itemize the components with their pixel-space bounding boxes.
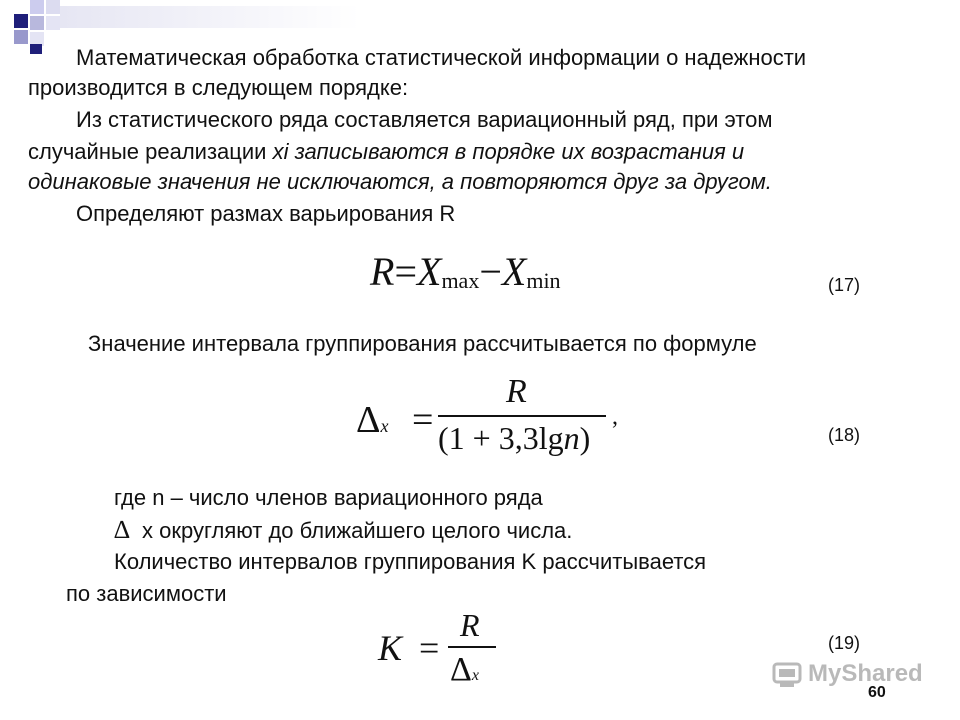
formula-17-X2: X	[501, 249, 527, 294]
paragraph-2-line-2-plain: случайные реализации	[28, 139, 273, 164]
paragraph-2-line-2	[28, 136, 744, 168]
formula-17-minus: −	[479, 249, 502, 294]
formula-19-denominator	[450, 652, 479, 694]
formula-17-R: R	[370, 249, 395, 294]
formula-18-fraction-line	[438, 415, 606, 417]
equation-number-19: (19)	[828, 633, 861, 653]
paragraph-5-line-2	[114, 514, 572, 547]
equation-number-18: (18)	[828, 425, 861, 445]
formula-19-fraction-line	[448, 646, 496, 648]
decor-gradient-bar	[60, 6, 360, 28]
paragraph-5-line-1: где n – число членов вариационного ряда	[114, 485, 543, 510]
watermark	[770, 658, 930, 692]
formula-18-lhs	[356, 400, 433, 446]
paragraph-6-line-2: по зависимости	[66, 581, 227, 606]
decor-square-light-1	[30, 0, 44, 14]
paragraph-2-line-3: одинаковые значения не исключаются, а повторяются друг за другом.	[28, 169, 772, 194]
formula-18-comma: ,	[612, 404, 618, 430]
formula-17-min: min	[526, 268, 561, 294]
formula-18-denominator-text: (1 + 3,3lg	[438, 420, 564, 456]
formula-19-sub-x: x	[471, 667, 479, 684]
formula-17-max: max	[441, 268, 480, 294]
equation-number-17: (17)	[828, 275, 861, 295]
page-number: 60	[868, 684, 886, 701]
formula-18-denominator-close: )	[579, 420, 591, 456]
formula-18	[356, 374, 636, 464]
formula-18-denominator-n: n	[563, 420, 580, 456]
paragraph-3: Определяют размах варьирования R	[76, 201, 456, 226]
formula-17-X1: X	[417, 249, 442, 294]
paragraph-2-line-2-italic: xi записываются в порядке их возрастания и	[272, 139, 745, 164]
formula-19-numerator: R	[460, 607, 480, 643]
paragraph-5-line-2-text: x округляют до ближайшего целого числа.	[142, 518, 573, 543]
decor-square-light-4	[46, 16, 60, 30]
formula-17-equals: =	[394, 249, 417, 294]
formula-17	[370, 250, 561, 300]
formula-19-equals: =	[419, 628, 440, 668]
decor-square-light-2	[46, 0, 60, 14]
paragraph-6-line-1: Количество интервалов группирования K рассчитывается	[114, 549, 707, 574]
paragraph-2-line-1: Из статистического ряда составляется вариационный ряд, при этом	[76, 107, 773, 132]
formula-18-equals: =	[411, 399, 434, 441]
delta-icon: ∆	[114, 515, 130, 544]
formula-18-denominator	[438, 420, 590, 456]
paragraph-1-line-2: производится в следующем порядке:	[28, 75, 409, 100]
decor-square-dark-2	[30, 44, 42, 54]
decor-square-mid	[14, 30, 28, 44]
watermark-text: MyShared	[808, 660, 923, 687]
formula-18-numerator: R	[506, 373, 527, 410]
paragraph-1-line-1: Математическая обработка статистической информации о надежности	[76, 45, 807, 70]
formula-19-K: K	[378, 628, 403, 668]
watermark-logo-icon	[770, 658, 806, 690]
decor-square-dark-1	[14, 14, 28, 28]
paragraph-4: Значение интервала группирования рассчитывается по формуле	[88, 331, 757, 356]
formula-19	[378, 608, 538, 694]
formula-19-lhs	[378, 628, 439, 668]
formula-18-sub-x: x	[380, 416, 389, 436]
formula-19-delta: Δ	[450, 651, 472, 688]
formula-18-delta: Δ	[356, 399, 381, 441]
decor-square-light-3	[30, 16, 44, 30]
